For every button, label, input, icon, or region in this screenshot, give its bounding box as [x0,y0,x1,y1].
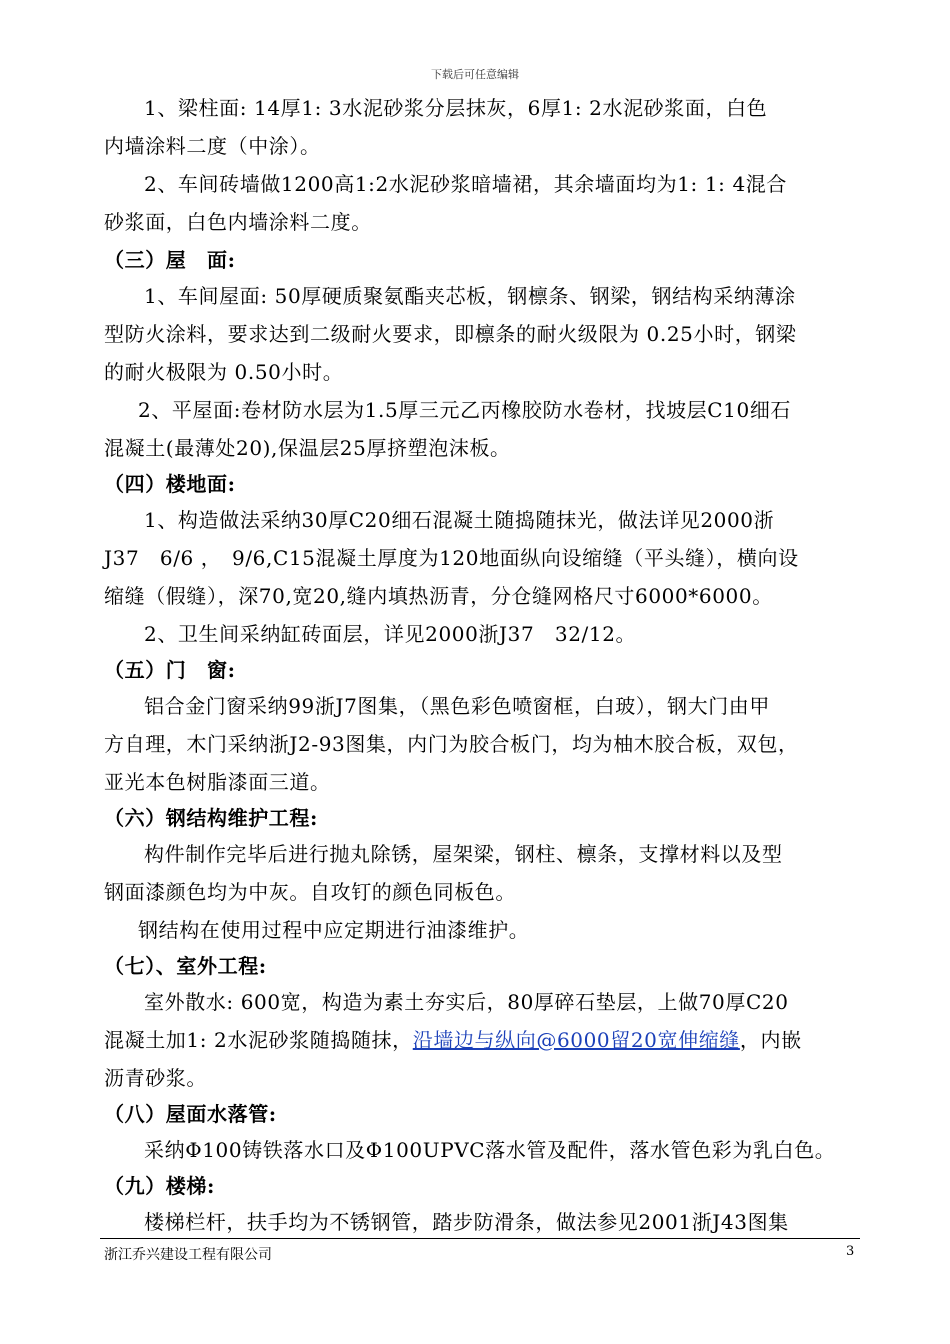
paragraph-line [104,1028,802,1052]
paragraph-line: 混凝土(最薄处20),保温层25厚挤塑泡沫板。 [104,436,511,460]
paragraph-line: 2、卫生间采纳缸砖面层，详见2000浙J37 32/12。 [144,622,637,646]
section-heading: （五）门 窗: [104,658,236,682]
section-heading: （三）屋 面: [104,248,236,272]
paragraph-line: 型防火涂料，要求达到二级耐火要求，即檩条的耐火级限为 0.25小时，钢梁 [104,322,797,346]
paragraph-line: 2、平屋面:卷材防水层为1.5厚三元乙丙橡胶防水卷材，找坡层C10细石 [138,398,792,422]
paragraph-line: 1、构造做法采纳30厚C20细石混凝土随捣随抹光，做法详见2000浙 [144,508,775,532]
paragraph-line: J37 6/6 ， 9/6,C15混凝土厚度为120地面纵向设缩缝（平头缝），横向设 [104,546,799,570]
paragraph-line: 构件制作完毕后进行抛丸除锈，屋架梁，钢柱、檩条，支撑材料以及型 [144,842,783,866]
paragraph-line: 沥青砂浆。 [104,1066,207,1090]
paragraph-line: 缩缝（假缝），深70,宽20,缝内填热沥青，分仓缝网格尺寸6000*6000。 [104,584,773,608]
paragraph-line: 采纳Φ100铸铁落水口及Φ100UPVC落水管及配件，落水管色彩为乳白色。 [144,1138,836,1162]
paragraph-line: 亚光本色树脂漆面三道。 [104,770,331,794]
paragraph-line: 铝合金门窗采纳99浙J7图集，（黑色彩色喷窗框，白玻），钢大门由甲 [144,694,770,718]
paragraph-line: 内墙涂料二度（中涂）。 [104,134,321,158]
paragraph-line: 砂浆面，白色内墙涂料二度。 [104,210,372,234]
line-text: 混凝土加1: 2水泥砂浆随捣随抹， [104,1028,413,1052]
footer-company: 浙江乔兴建设工程有限公司 [104,1247,272,1263]
section-heading: （六）钢结构维护工程: [104,806,318,830]
section-heading: （八）屋面水落管: [104,1102,277,1126]
page-header: 下载后可任意编辑 [431,68,519,81]
paragraph-line: 方自理，木门采纳浙J2-93图集，内门为胶合板门，均为柚木胶合板，双包， [104,732,799,756]
section-heading: （七）、室外工程: [104,954,267,978]
paragraph-line: 1、梁柱面: 14厚1: 3水泥砂浆分层抹灰，6厚1: 2水泥砂浆面，白色 [144,96,768,120]
paragraph-line: 楼梯栏杆，扶手均为不锈钢管，踏步防滑条，做法参见2001浙J43图集 [144,1210,789,1234]
footer-divider [100,1238,860,1239]
paragraph-line: 2、车间砖墙做1200高1:2水泥砂浆暗墙裙，其余墙面均为1: 1: 4混合 [144,172,787,196]
paragraph-line: 钢结构在使用过程中应定期进行油漆维护。 [138,918,530,942]
paragraph-line: 的耐火极限为 0.50小时。 [104,360,344,384]
paragraph-line: 钢面漆颜色均为中灰。自攻钉的颜色同板色。 [104,880,516,904]
page-number: 3 [846,1244,855,1259]
section-heading: （四）楼地面: [104,472,236,496]
line-text: ，内嵌 [739,1028,802,1052]
paragraph-line: 室外散水: 600宽，构造为素土夯实后，80厚碎石垫层，上做70厚C20 [144,990,789,1014]
paragraph-line: 1、车间屋面: 50厚硬质聚氨酯夹芯板，钢檩条、钢梁，钢结构采纳薄涂 [144,284,796,308]
section-heading: （九）楼梯: [104,1174,215,1198]
hyperlink-text[interactable]: 沿墙边与纵向@6000留20宽伸缩缝 [412,1028,740,1052]
